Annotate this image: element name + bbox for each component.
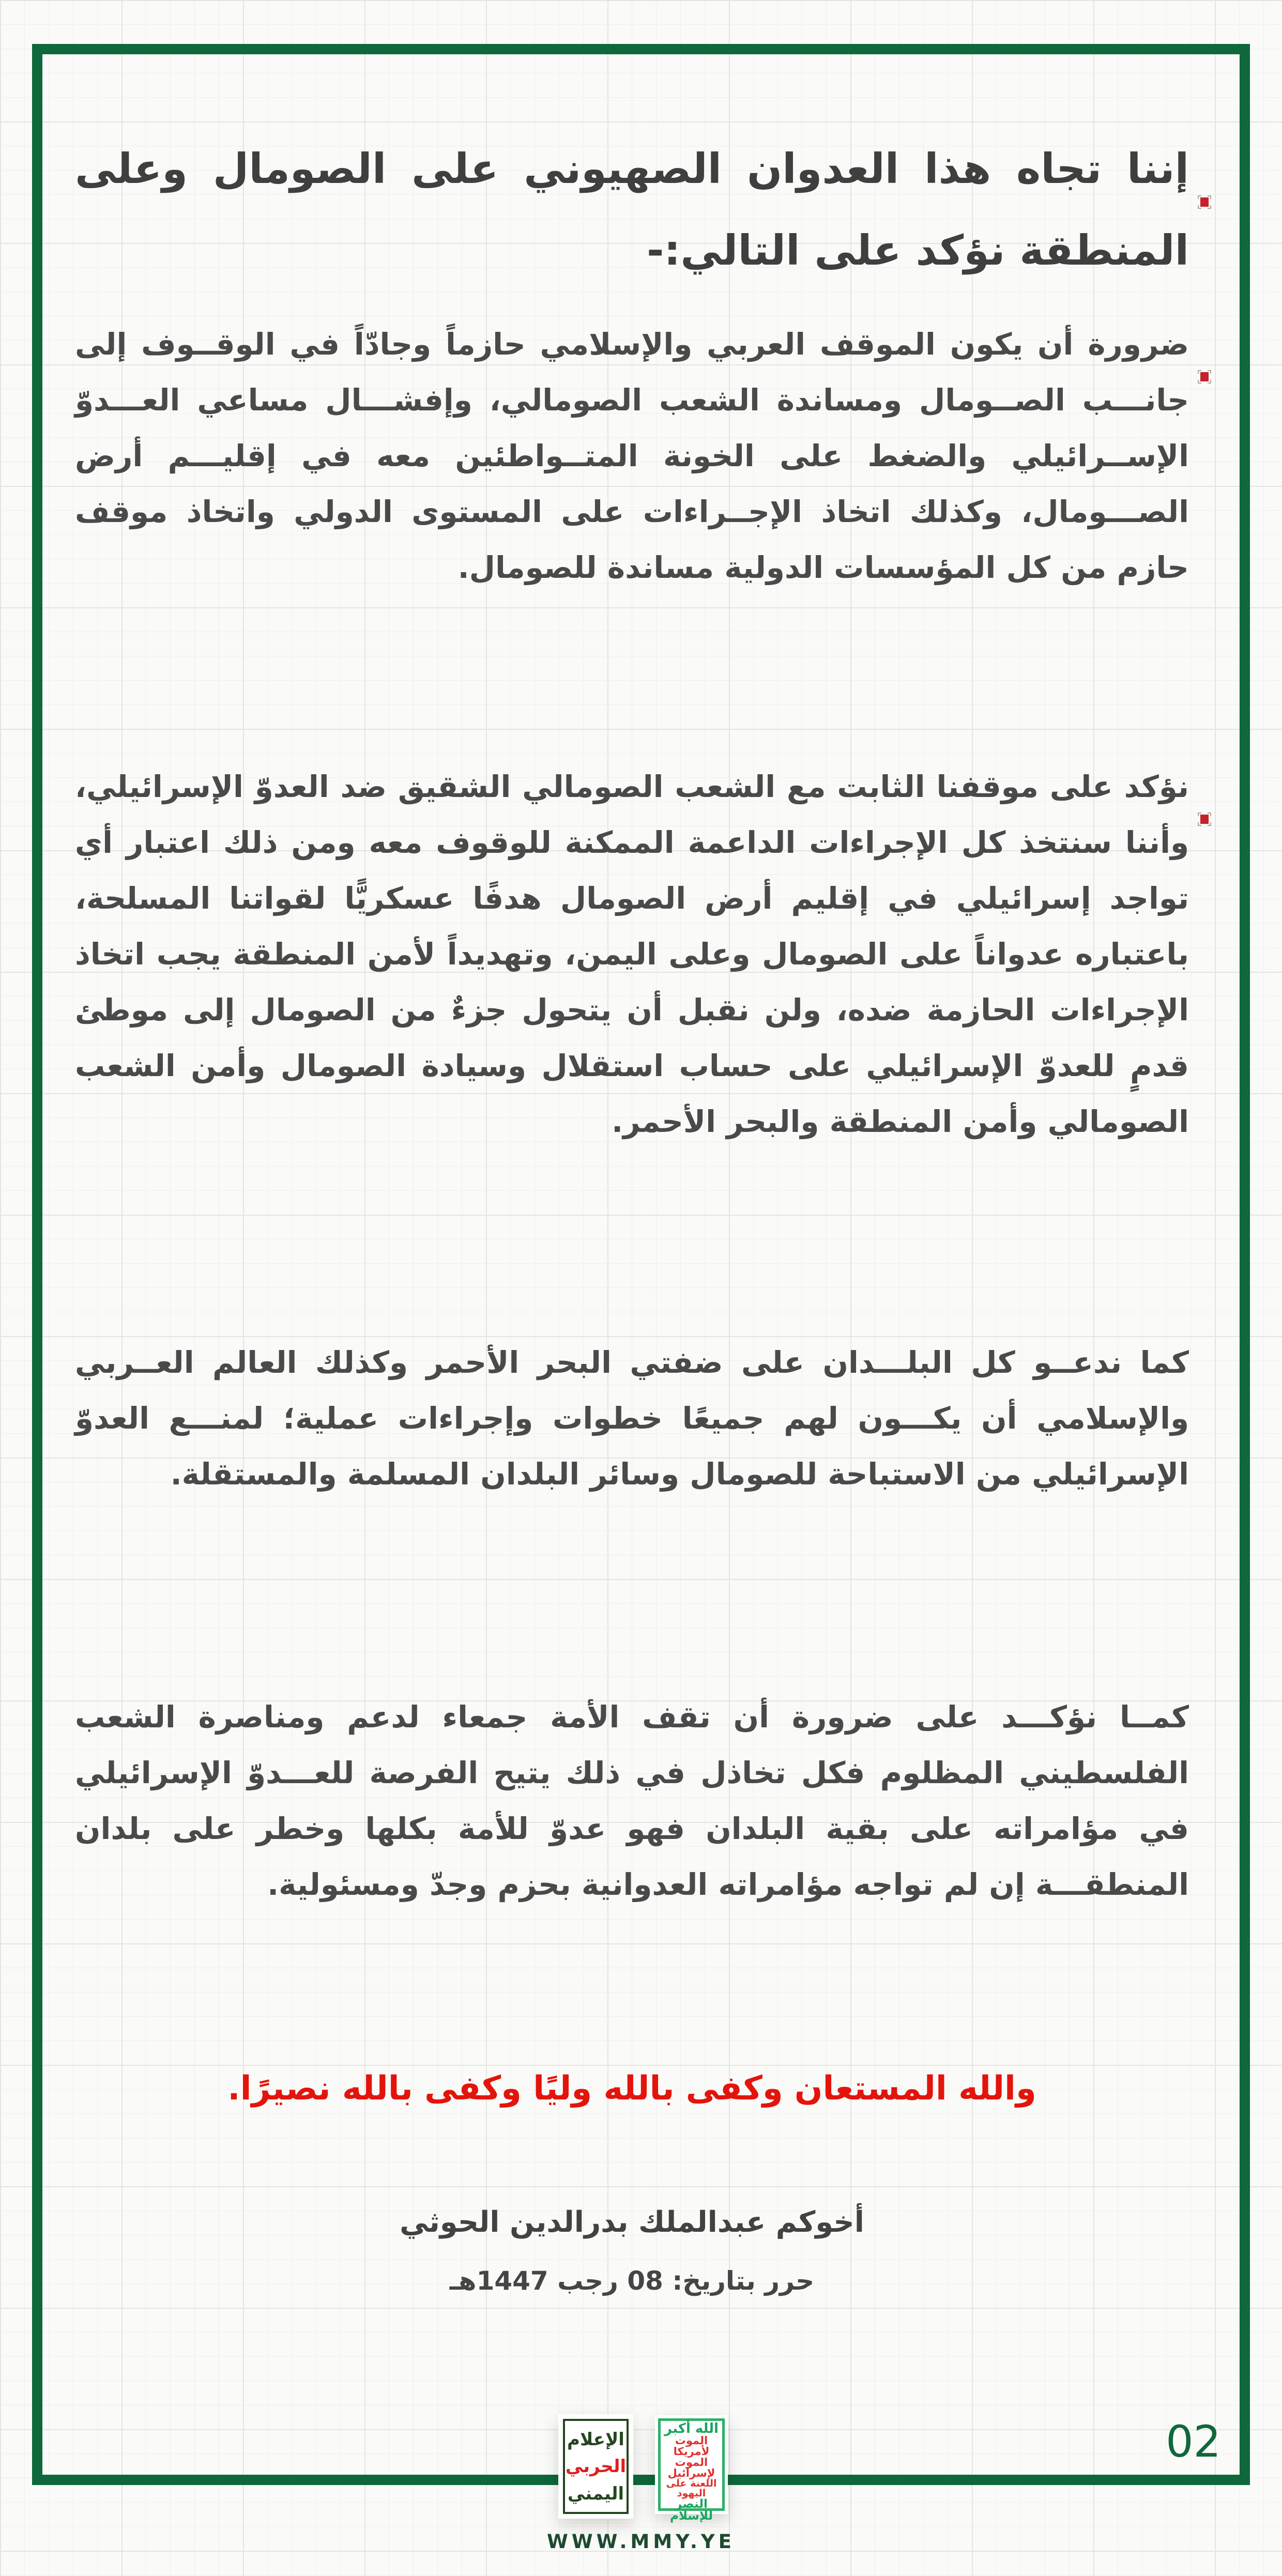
statement-content xyxy=(75,0,1189,2576)
page-number: 02 xyxy=(1166,2416,1221,2467)
website-url: WWW.MMY.YE xyxy=(547,2531,735,2553)
sarkha-line-5: النصر للإسلام xyxy=(669,2497,713,2523)
red-square-bullet-icon xyxy=(1198,788,1211,801)
yemeni-military-media-logo-border xyxy=(563,2419,629,2514)
red-square-bullet-icon xyxy=(1198,345,1211,359)
sarkha-slogan-logo xyxy=(655,2415,728,2523)
military-logo-line-2: الحربي xyxy=(565,2456,627,2477)
military-logo-line-1: الإعلام xyxy=(567,2429,624,2450)
statement-point-2 xyxy=(75,759,1189,1149)
statement-point-1 xyxy=(75,316,1189,595)
signature-date-line: حرر بتاريخ: 08 رجب 1447هـ xyxy=(449,2266,815,2296)
statement-point-2-text: نؤكد على موقفنا الثابت مع الشعب الصومالي الشقيق ضد العدوّ الإسرائيلي، وأننا سنتخذ كل الإجراءات الداعمة الممكنة للوقوف معه ومن ذلك اعتبار أي تواجد إسرائيلي في إقليم أرض الصومال هدفًا عسكريًّا لقواتنا المسلحة، باعتباره عدواناً على الصومال وعلى اليمن، وتهديداً لأمن المنطقة يجب اتخاذ الإجراءات الحازمة ضده، ولن نقبل أن يتحول جزءٌ من الصومال إلى موطئ قدمٍ للعدوّ الإسرائيلي على حساب استقلال وسيادة الصومال وأمن الشعب الصومالي وأمن المنطقة والبحر الأحمر. xyxy=(75,769,1189,1139)
statement-heading xyxy=(75,128,1189,292)
sarkha-line-4: اللعنة على اليهود xyxy=(666,2478,717,2499)
closing-dua: والله المستعان وكفى بالله وليًا وكفى بالله نصيرًا. xyxy=(227,2069,1036,2108)
sarkha-slogan-logo-border xyxy=(658,2418,725,2523)
sarkha-line-2: الموت لأمريكا xyxy=(673,2434,710,2458)
sarkha-line-3: الموت لإسرائيل xyxy=(667,2456,715,2479)
statement-paragraph-3: كما ندعــو كل البلـــدان على ضفتي البحر الأحمر وكذلك العالم العــربي والإسلامي أن يكـــون لهم جميعًا خطوات وإجراءات عملية؛ لمنـــع العدوّ الإسرائيلي من الاستباحة للصومال وسائر البلدان المسلمة والمستقلة. xyxy=(75,1345,1189,1492)
statement-point-1-text: ضرورة أن يكون الموقف العربي والإسلامي حازماً وجادّاً في الوقــوف إلى جانـــب الصــومال ومساندة الشعب الصومالي، وإفشـــال مساعي العـــدوّ الإســرائيلي والضغط على الخونة المتــواطئين معه في إقليـــم أرض الصـــومال، وكذلك اتخاذ الإجــراءات على المستوى الدولي واتخاذ موقف حازم من كل المؤسسات الدولية مساندة للصومال. xyxy=(75,327,1189,585)
statement-heading-text: إننا تجاه هذا العدوان الصهيوني على الصومال وعلى المنطقة نؤكد على التالي:- xyxy=(75,145,1189,274)
yemeni-military-media-logo xyxy=(558,2414,633,2519)
military-logo-line-3: اليمني xyxy=(567,2483,624,2504)
signature-name: أخوكم عبدالملك بدرالدين الحوثي xyxy=(400,2205,864,2239)
red-square-bullet-icon xyxy=(1198,154,1211,167)
sarkha-line-1: الله أكبر xyxy=(664,2421,719,2436)
statement-paragraph-4: كمــا نؤكـــد على ضرورة أن تقف الأمة جمعاء لدعم ومناصرة الشعب الفلسطيني المظلوم فكل تخاذل في ذلك يتيح الفرصة للعـــدوّ الإسرائيلي في مؤامراته على بقية البلدان فهو عدوّ للأمة بكلها وخطر على بلدان المنطقـــة إن لم تواجه مؤامراته العدوانية بحزم وجدّ ومسئولية. xyxy=(75,1699,1189,1902)
